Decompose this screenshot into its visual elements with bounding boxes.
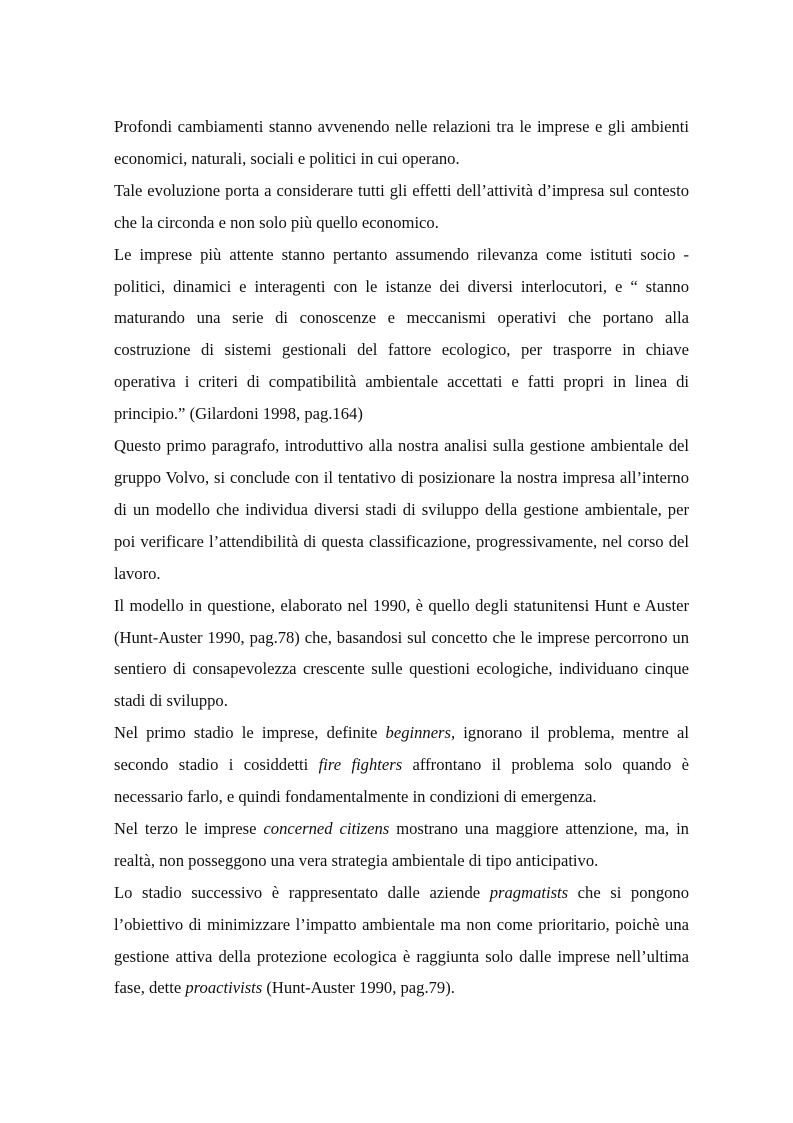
paragraph-7-text-2: mostrano una maggiore attenzione, ma, in realtà, non posseggono una vera strategia ambientale di tipo anticipativo. [114, 818, 689, 870]
term-fire-fighters: fire fighters [318, 755, 403, 775]
term-pragmatists: pragmatists [489, 882, 569, 902]
paragraph-8-text-3: (Hunt-Auster 1990, pag.79). [262, 978, 455, 998]
paragraph-1: Profondi cambiamenti stanno avvenendo nelle relazioni tra le imprese e gli ambienti economici, naturali, sociali e politici in cui operano. [114, 117, 689, 168]
paragraph-7 [114, 813, 689, 877]
paragraph-2: Tale evoluzione porta a considerare tutti gli effetti dell’attività d’impresa sul contesto che la circonda e non solo più quello economico. [114, 180, 689, 232]
paragraph-6 [114, 717, 689, 813]
paragraph-6-text-1: Nel primo stadio le imprese, definite [114, 723, 386, 743]
paragraph-8 [114, 877, 689, 1005]
paragraph-5: Il modello in questione, elaborato nel 1990, è quello degli statunitensi Hunt e Auster (Hunt-Auster 1990, pag.78) che, basandosi sul concetto che le imprese percorrono un sentiero di consapevolezza crescente sulle questioni ecologiche, individuano cinque stadi di sviluppo. [114, 595, 689, 711]
term-concerned-citizens: concerned citizens [263, 818, 390, 838]
paragraph-4: Questo primo paragrafo, introduttivo alla nostra analisi sulla gestione ambientale del gruppo Volvo, si conclude con il tentativo di posizionare la nostra impresa all’interno di un modello che individua diversi stadi di sviluppo della gestione ambientale, per poi verificare l’attendibilità di questa classificazione, progressivamente, nel corso del lavoro. [114, 436, 689, 583]
term-beginners: beginners, [385, 723, 456, 743]
body-text [114, 111, 689, 1004]
term-proactivists: proactivists [185, 978, 263, 998]
paragraph-3: Le imprese più attente stanno pertanto assumendo rilevanza come istituti socio - politici, dinamici e interagenti con le istanze dei diversi interlocutori, e “ stanno maturando una serie di conoscenze e meccanismi operativi che portano alla costruzione di sistemi gestionali del fattore ecologico, per trasporre in chiave operativa i criteri di compatibilità ambientale accettati e fatti propri in linea di principio.” (Gilardoni 1998, pag.164) [114, 244, 689, 424]
paragraph-6-text-2: ignorano il problema, mentre al secondo stadio i cosiddetti [114, 723, 689, 775]
paragraph-6-text-3: affrontano il problema solo quando è necessario farlo, e quindi fondamentalmente in condizioni di emergenza. [114, 755, 689, 807]
paragraph-8-text-1: Lo stadio successivo è rappresentato dalle aziende [114, 882, 490, 902]
paragraph-8-text-2: che si pongono l’obiettivo di minimizzare l’impatto ambientale ma non come prioritario, poichè una gestione attiva della protezione ecologica è raggiunta solo dalle imprese nell’ultima fase, dette [114, 882, 690, 998]
paragraph-7-text-1: Nel terzo le imprese [114, 818, 264, 838]
